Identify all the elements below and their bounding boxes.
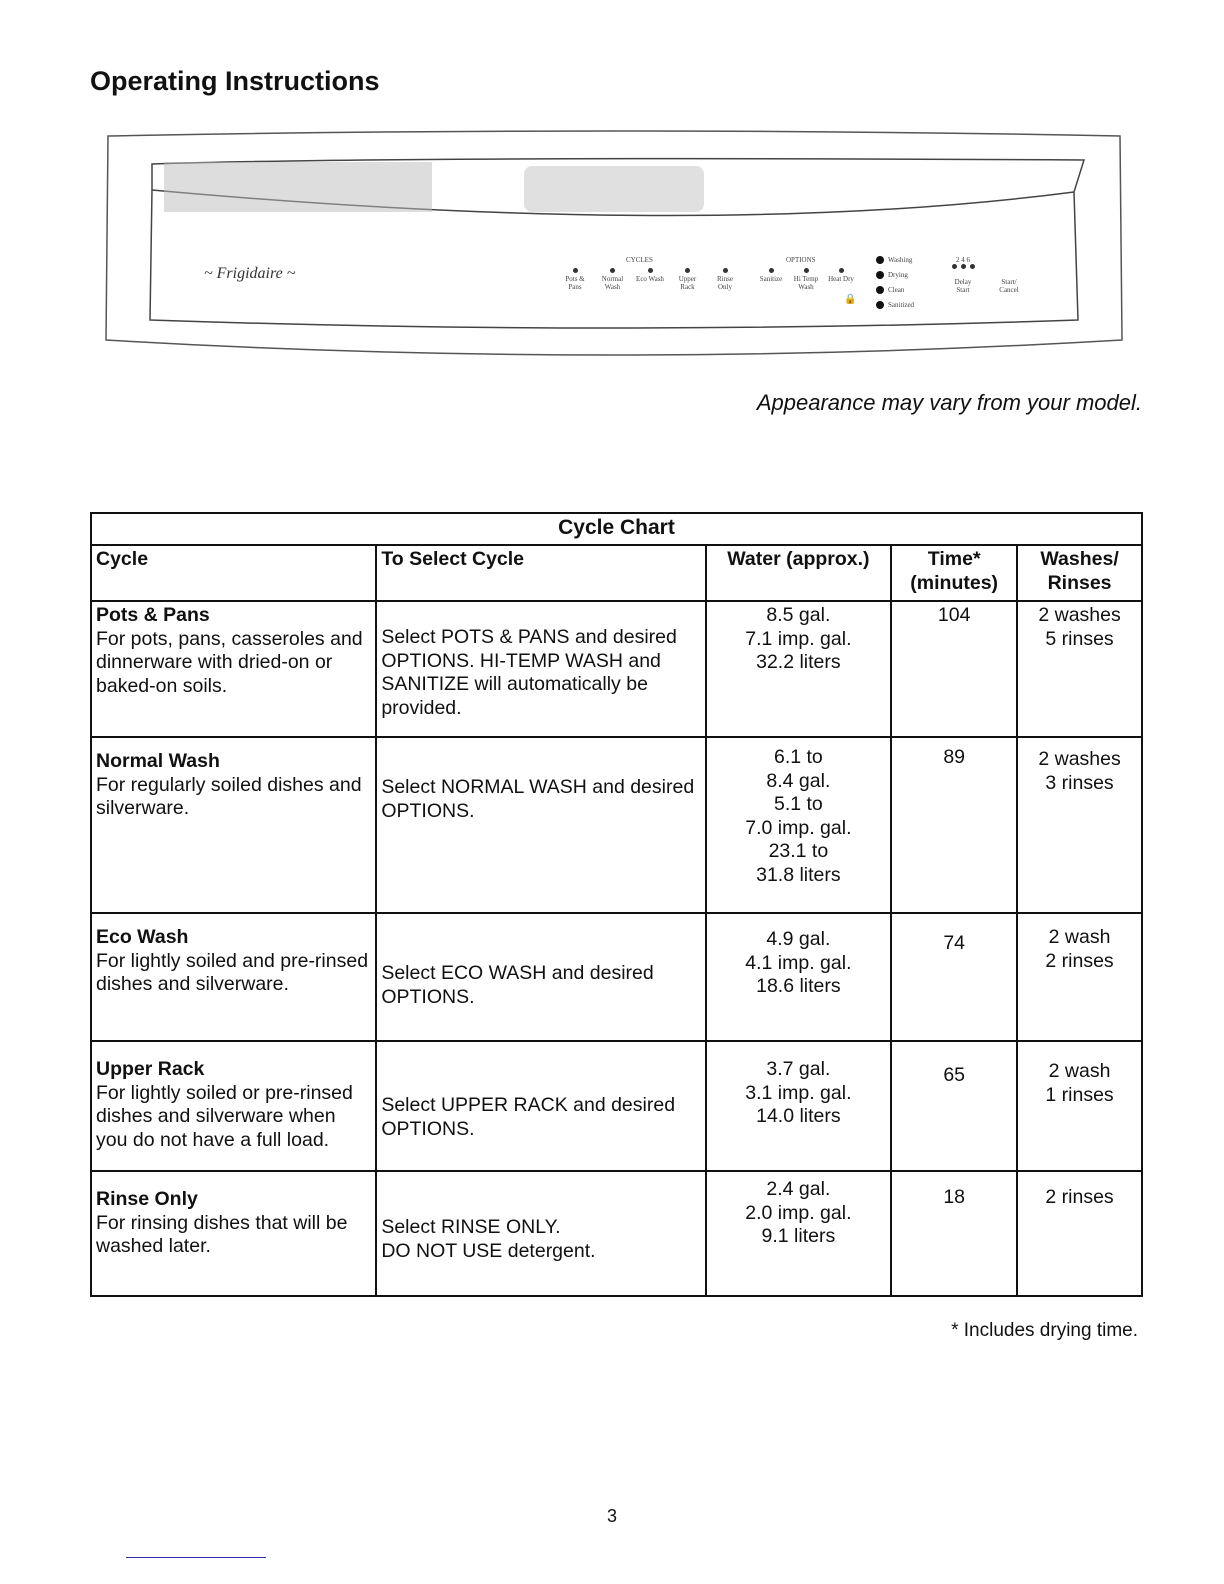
delay-hours: 2 4 6 xyxy=(956,256,970,264)
panel-outline xyxy=(104,130,1124,370)
time-minutes: 89 xyxy=(891,737,1017,913)
table-row xyxy=(91,913,1142,1041)
select-instructions: Select ECO WASH and desired OPTIONS. xyxy=(376,913,705,1041)
select-instructions: Select UPPER RACK and desired OPTIONS. xyxy=(376,1041,705,1171)
cycle-chart-title: Cycle Chart xyxy=(91,513,1142,545)
cycle-desc: For regularly soiled dishes and silverware. xyxy=(96,773,362,819)
select-instructions: Select RINSE ONLY. DO NOT USE detergent. xyxy=(376,1171,705,1296)
header-select: To Select Cycle xyxy=(376,545,705,601)
washes-rinses: 2 washes 3 rinses xyxy=(1017,737,1142,913)
table-row xyxy=(91,1171,1142,1296)
page-number: 3 xyxy=(606,1506,617,1526)
washes-rinses: 2 rinses xyxy=(1017,1171,1142,1296)
water-amount: 8.5 gal. 7.1 imp. gal. 32.2 liters xyxy=(706,601,892,737)
table-row xyxy=(91,1041,1142,1171)
cycle-desc: For rinsing dishes that will be washed later. xyxy=(96,1211,348,1257)
cycle-name: Normal Wash xyxy=(96,750,220,772)
water-amount: 2.4 gal. 2.0 imp. gal. 9.1 liters xyxy=(706,1171,892,1296)
cycle-desc: For lightly soiled or pre-rinsed dishes and silverware when you do not have a full load. xyxy=(96,1081,353,1151)
header-washes: Washes/ Rinses xyxy=(1017,545,1142,601)
header-cycle: Cycle xyxy=(91,545,376,601)
status-indicators: Washing Drying Clean Sanitized xyxy=(876,256,914,316)
cycle-button-pots-pans[interactable]: Pots & Pans xyxy=(560,268,590,291)
washes-rinses: 2 wash 2 rinses xyxy=(1017,913,1142,1041)
footnote: * Includes drying time. xyxy=(951,1320,1138,1341)
cycle-desc: For lightly soiled and pre-rinsed dishes and silverware. xyxy=(96,949,369,995)
water-amount: 3.7 gal. 3.1 imp. gal. 14.0 liters xyxy=(706,1041,892,1171)
start-cancel-button[interactable]: Start/ Cancel xyxy=(999,278,1019,294)
cycle-chart-table xyxy=(90,512,1143,1297)
water-amount: 6.1 to 8.4 gal. 5.1 to 7.0 imp. gal. 23.1 to 31.8 liters xyxy=(706,737,892,913)
cycle-name: Rinse Only xyxy=(96,1188,198,1210)
table-row xyxy=(91,737,1142,913)
delay-start-button[interactable]: Delay Start xyxy=(954,278,972,294)
cycle-name: Upper Rack xyxy=(96,1058,205,1080)
time-minutes: 74 xyxy=(891,913,1017,1041)
footer-rule xyxy=(126,1557,266,1558)
brand-logo: ~ Frigidaire ~ xyxy=(204,265,296,282)
washes-rinses: 2 washes 5 rinses xyxy=(1017,601,1142,737)
time-minutes: 65 xyxy=(891,1041,1017,1171)
cycle-desc: For pots, pans, casseroles and dinnerware with dried-on or baked-on soils. xyxy=(96,627,363,697)
option-button-heat-dry[interactable]: Heat Dry xyxy=(826,268,856,291)
header-water: Water (approx.) xyxy=(706,545,892,601)
cycle-button-upper-rack[interactable]: Upper Rack xyxy=(673,268,703,291)
header-time: Time* (minutes) xyxy=(891,545,1017,601)
option-button-hi-temp-wash[interactable]: Hi Temp Wash xyxy=(791,268,821,291)
cycles-label: CYCLES xyxy=(626,256,653,264)
select-instructions: Select POTS & PANS and desired OPTIONS. HI-TEMP WASH and SANITIZE will automatically be provided. xyxy=(376,601,705,737)
washes-rinses: 2 wash 1 rinses xyxy=(1017,1041,1142,1171)
cycle-button-rinse-only[interactable]: Rinse Only xyxy=(710,268,740,291)
table-row xyxy=(91,601,1142,737)
water-amount: 4.9 gal. 4.1 imp. gal. 18.6 liters xyxy=(706,913,892,1041)
control-panel-illustration xyxy=(104,130,1124,370)
time-minutes: 104 xyxy=(891,601,1017,737)
page-title: Operating Instructions xyxy=(90,66,380,96)
lock-icon: 🔒 xyxy=(844,294,857,305)
appearance-caption: Appearance may vary from your model. xyxy=(756,390,1142,415)
cycle-button-normal-wash[interactable]: Normal Wash xyxy=(598,268,628,291)
cycle-name: Pots & Pans xyxy=(96,604,210,626)
select-instructions: Select NORMAL WASH and desired OPTIONS. xyxy=(376,737,705,913)
time-minutes: 18 xyxy=(891,1171,1017,1296)
options-label: OPTIONS xyxy=(786,256,816,264)
cycle-name: Eco Wash xyxy=(96,926,189,948)
option-button-sanitize[interactable]: Sanitize xyxy=(756,268,786,291)
cycle-button-eco-wash[interactable]: Eco Wash xyxy=(635,268,665,291)
